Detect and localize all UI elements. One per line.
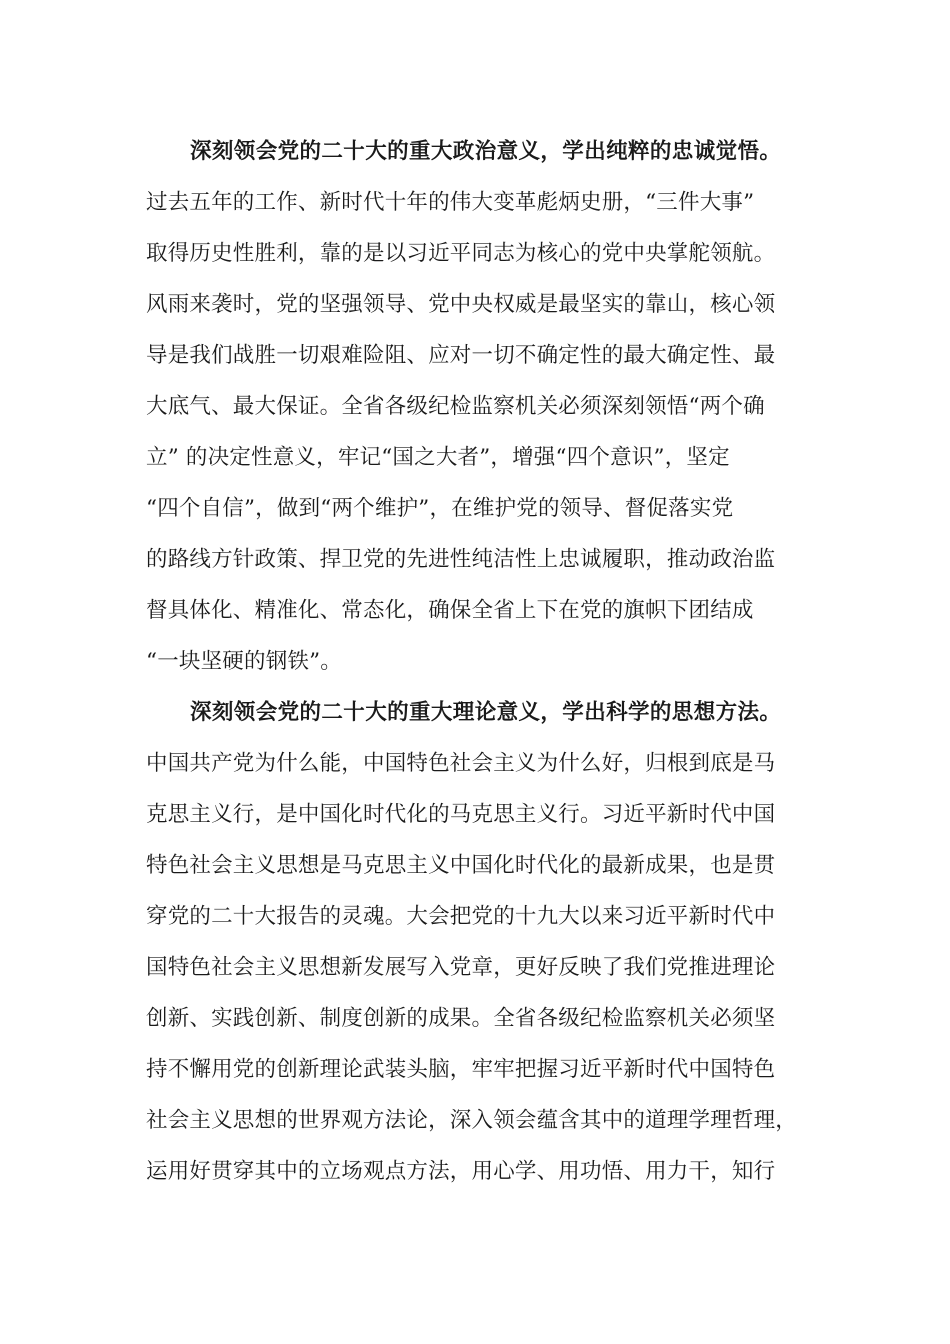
section-1-line-3: 风雨来袭时，党的坚强领导、党中央权威是最坚实的靠山，核心领 [146,292,776,317]
section-2-line-2: 克思主义行，是中国化时代化的马克思主义行。习近平新时代中国 [146,802,776,827]
section-2-line-1: 中国共产党为什么能，中国特色社会主义为什么好，归根到底是马 [146,751,776,776]
section-2-line-3: 特色社会主义思想是马克思主义中国化时代化的最新成果，也是贯 [146,853,776,878]
section-2-heading: 深刻领会党的二十大的重大理论意义，学出科学的思想方法。 [190,700,782,725]
section-2-line-8: 社会主义思想的世界观方法论，深入领会蕴含其中的道理学理哲理， [146,1108,798,1133]
section-2-line-4: 穿党的二十大报告的灵魂。大会把党的十九大以来习近平新时代中 [146,904,776,929]
section-1-line-8: 的路线方针政策、捍卫党的先进性纯洁性上忠诚履职，推动政治监 [146,547,776,572]
section-2-line-5: 国特色社会主义思想新发展写入党章，更好反映了我们党推进理论 [146,955,776,980]
section-1-line-1: 过去五年的工作、新时代十年的伟大变革彪炳史册，“三件大事” [146,190,755,215]
section-1-line-4: 导是我们战胜一切艰难险阻、应对一切不确定性的最大确定性、最 [146,343,776,368]
section-1-line-2: 取得历史性胜利，靠的是以习近平同志为核心的党中央掌舵领航。 [146,241,776,266]
section-1-line-7: “四个自信”，做到“两个维护”，在维护党的领导、督促落实党 [146,496,734,521]
section-1-heading: 深刻领会党的二十大的重大政治意义，学出纯粹的忠诚觉悟。 [190,139,782,164]
section-1-line-10: “一块坚硬的钢铁”。 [146,649,342,674]
section-1-line-5: 大底气、最大保证。全省各级纪检监察机关必须深刻领悟“两个确 [146,394,765,419]
section-2-line-7: 持不懈用党的创新理论武装头脑，牢牢把握习近平新时代中国特色 [146,1057,776,1082]
section-2-line-6: 创新、实践创新、制度创新的成果。全省各级纪检监察机关必须坚 [146,1006,776,1031]
section-1-line-6: 立” 的决定性意义，牢记“国之大者”，增强“四个意识”，坚定 [146,445,730,470]
section-1-line-9: 督具体化、精准化、常态化，确保全省上下在党的旗帜下团结成 [146,598,754,623]
section-2-line-9: 运用好贯穿其中的立场观点方法，用心学、用功悟、用力干，知行 [146,1159,776,1184]
